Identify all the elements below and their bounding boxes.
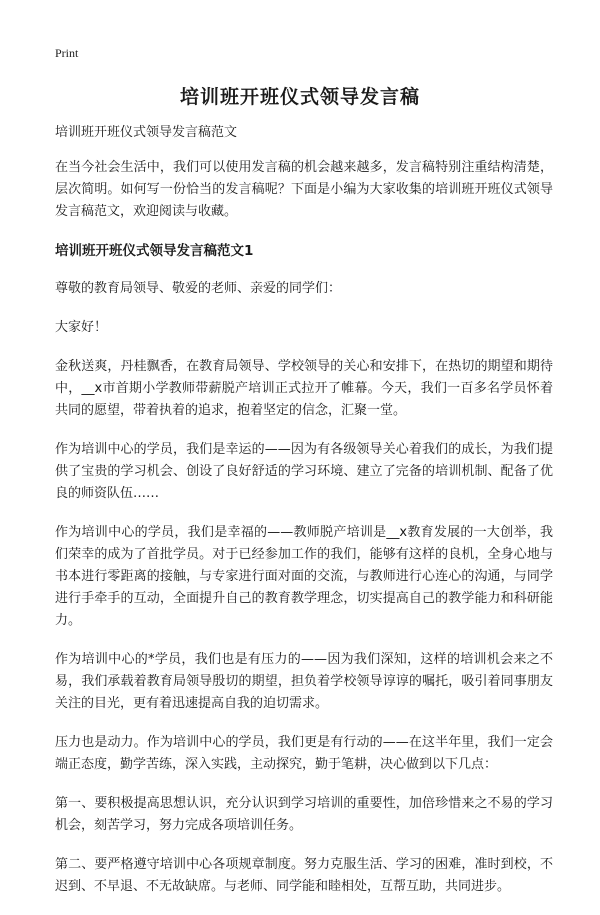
article-body <box>55 122 553 915</box>
greeting-paragraph: 大家好！ <box>55 320 108 335</box>
body-paragraph: 作为培训中心的*学员，我们也是有压力的——因为我们深知，这样的培训机会来之不易，我们承载着教育局领导殷切的期望，担负着学校领导谆谆的嘱托，吸引着同事朋友关注的目光，更有着迅速提高自我的迫切需求。 <box>55 652 553 711</box>
body-paragraph: 作为培训中心的学员，我们是幸福的——教师脱产培训是__x教育发展的一大创举，我们荣幸的成为了首批学员。对于已经参加工作的我们，能够有这样的良机，全身心地与书本进行零距离的接触，与专家进行面对面的交流，与教师进行心连心的沟通，与同学进行手牵手的互动，全面提升自己的教育教学理念，切实提高自己的教学能力和科研能力。 <box>55 525 553 628</box>
page-title: 培训班开班仪式领导发言稿 <box>179 86 420 108</box>
body-paragraph: 第一、要积极提高思想认识，充分认识到学习培训的重要性，加倍珍惜来之不易的学习机会，刻苦学习，努力完成各项培训任务。 <box>55 796 553 833</box>
article-subtitle: 培训班开班仪式领导发言稿范文 <box>55 125 238 140</box>
section-heading: 培训班开班仪式领导发言稿范文1 <box>55 243 254 259</box>
body-paragraph: 第二、要严格遵守培训中心各项规章制度。努力克服生活、学习的困难，准时到校，不迟到、不早退、不无故缺席。与老师、同学能和睦相处，互帮互助，共同进步。 <box>55 857 553 894</box>
salutation-paragraph: 尊敬的教育局领导、敬爱的老师、亲爱的同学们： <box>55 281 342 296</box>
intro-paragraph: 在当今社会生活中，我们可以使用发言稿的机会越来越多，发言稿特别注重结构清楚，层次简明。如何写一份恰当的发言稿呢？下面是小编为大家收集的培训班开班仪式领导发言稿范文，欢迎阅读与收藏。 <box>55 160 553 219</box>
body-paragraph: 压力也是动力。作为培训中心的学员，我们更是有行动的——在这半年里，我们一定会端正态度，勤学苦练，深入实践，主动探究，勤于笔耕，决心做到以下几点： <box>55 735 553 772</box>
body-paragraph: 作为培训中心的学员，我们是幸运的——因为有各级领导关心着我们的成长，为我们提供了宝贵的学习机会、创设了良好舒适的学习环境、建立了完备的培训机制、配备了优良的师资队伍…… <box>55 442 553 501</box>
body-paragraph: 金秋送爽，丹桂飘香，在教育局领导、学校领导的关心和安排下，在热切的期望和期待中，__x市首期小学教师带薪脱产培训正式拉开了帷幕。今天，我们一百多名学员怀着共同的愿望，带着执着的追求，抱着坚定的信念，汇聚一堂。 <box>55 359 553 418</box>
print-link[interactable]: Print <box>55 46 79 60</box>
